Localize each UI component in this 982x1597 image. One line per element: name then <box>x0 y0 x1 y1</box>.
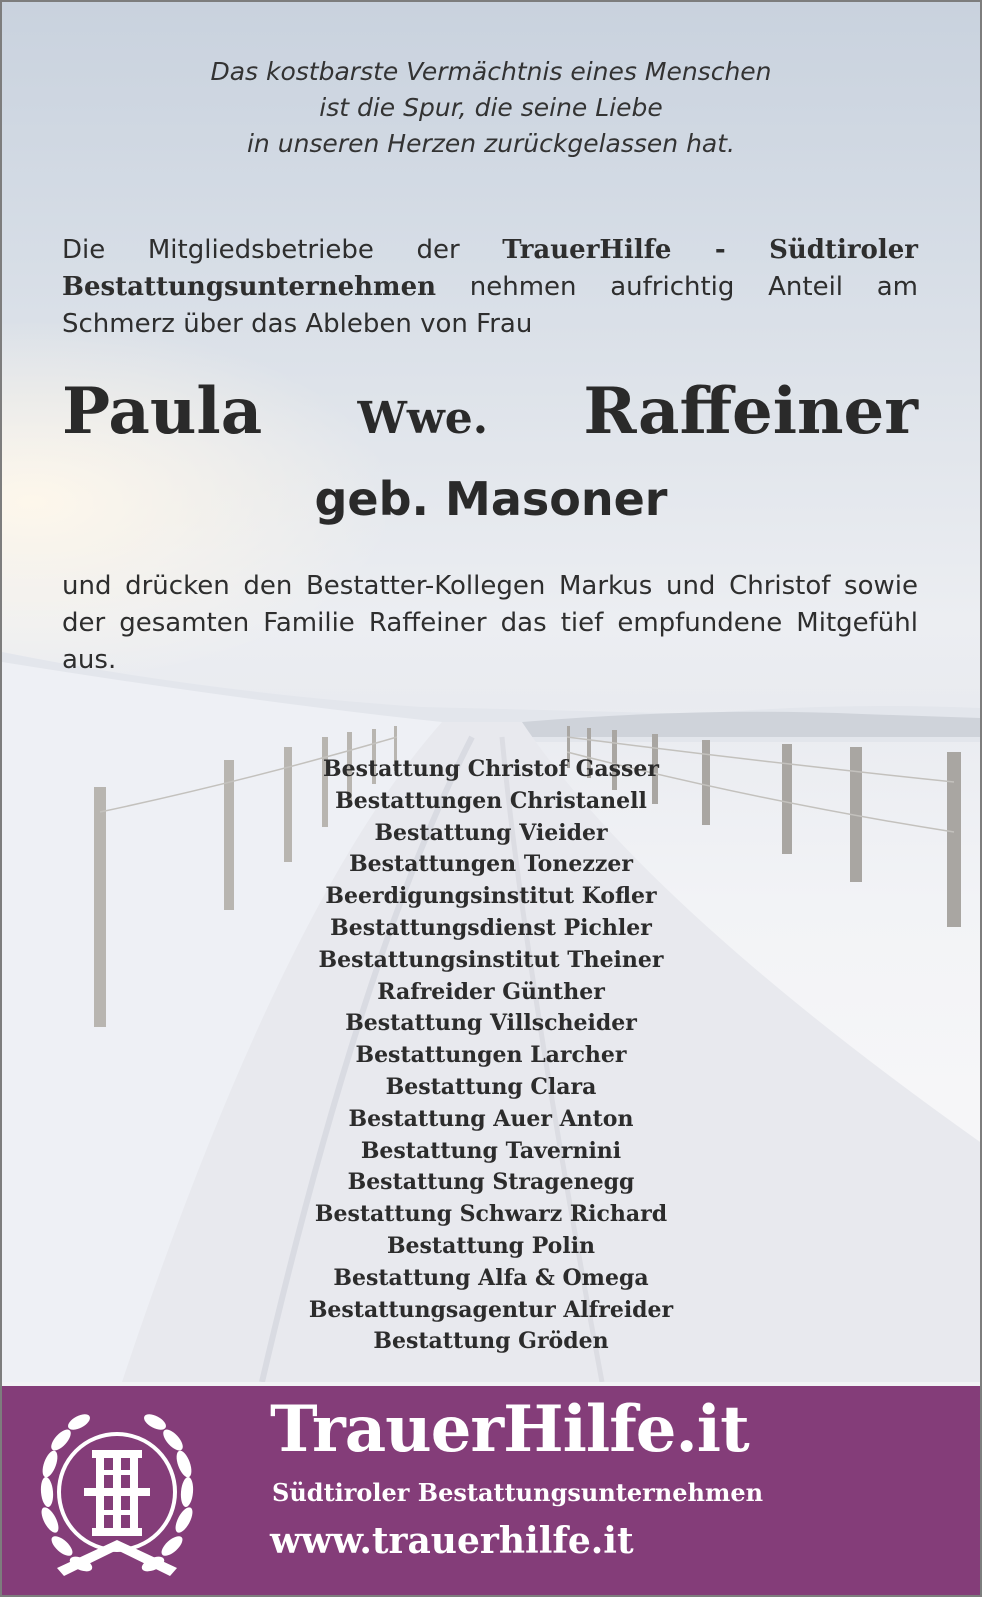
member-item: Bestattung Schwarz Richard <box>314 1201 668 1228</box>
deceased-maiden-name: geb. Masoner <box>314 472 668 526</box>
member-item: Bestattung Christof Gasser <box>323 756 659 782</box>
member-item: Bestattung Tavernini <box>360 1137 622 1164</box>
brand-name: TrauerHilfe.it <box>270 1392 749 1467</box>
member-item: Beerdigungsinstitut Kofler <box>325 883 657 910</box>
member-item: Bestattung Vieider <box>374 819 608 846</box>
intro-org-name: TrauerHilfe - Südtiroler Bestattungsunternehmen <box>62 235 918 302</box>
member-item: Bestattung Clara <box>385 1073 597 1100</box>
quote-line: ist die Spur, die seine Liebe <box>319 93 663 122</box>
member-item: Bestattungen Tonezzer <box>349 851 633 878</box>
brand-tagline: Südtiroler Bestattungsunternehmen <box>272 1478 764 1507</box>
intro-suffix: nehmen aufrichtig Anteil am Schmerz über das Ableben von Frau <box>62 272 918 339</box>
member-item: Bestattung Stragenegg <box>347 1169 635 1196</box>
laurel-wreath-th-monogram-icon <box>32 1400 202 1580</box>
member-item: Bestattung Polin <box>386 1232 596 1259</box>
website-link[interactable]: www.trauerhilfe.it <box>270 1520 634 1562</box>
deceased-first-name: Paula <box>62 374 263 449</box>
deceased-name <box>62 374 918 449</box>
member-item: Bestattung Alfa & Omega <box>333 1264 649 1291</box>
member-item: Bestattungsinstitut Theiner <box>318 946 664 973</box>
member-item: Bestattung Auer Anton <box>348 1105 634 1132</box>
member-item: Bestattung Villscheider <box>345 1010 637 1037</box>
member-item: Bestattungen Christanell <box>335 787 647 814</box>
member-item: Rafreider Günther <box>377 978 605 1005</box>
deceased-title: Wwe. <box>357 393 489 444</box>
intro-prefix: Die Mitgliedsbetriebe der <box>62 235 503 265</box>
member-item: Bestattungsdienst Pichler <box>330 914 652 941</box>
member-item: Bestattung Gröden <box>373 1328 609 1355</box>
quote-line: Das kostbarste Vermächtnis eines Menschen <box>210 57 772 86</box>
quote-line: in unseren Herzen zurückgelassen hat. <box>246 129 735 158</box>
deceased-last-name: Raffeiner <box>583 374 918 449</box>
condolence-intro <box>62 232 918 343</box>
condolence-outro: und drücken den Bestatter-Kollegen Markus und Christof sowie der gesamten Familie Raffeiner das tief empfundene Mitgefühl aus. <box>62 571 918 675</box>
memorial-quote <box>2 54 980 162</box>
member-item: Bestattungsagentur Alfreider <box>308 1296 674 1323</box>
brand-footer <box>2 1386 980 1595</box>
member-item: Bestattungen Larcher <box>355 1042 627 1069</box>
member-list <box>2 754 980 1358</box>
